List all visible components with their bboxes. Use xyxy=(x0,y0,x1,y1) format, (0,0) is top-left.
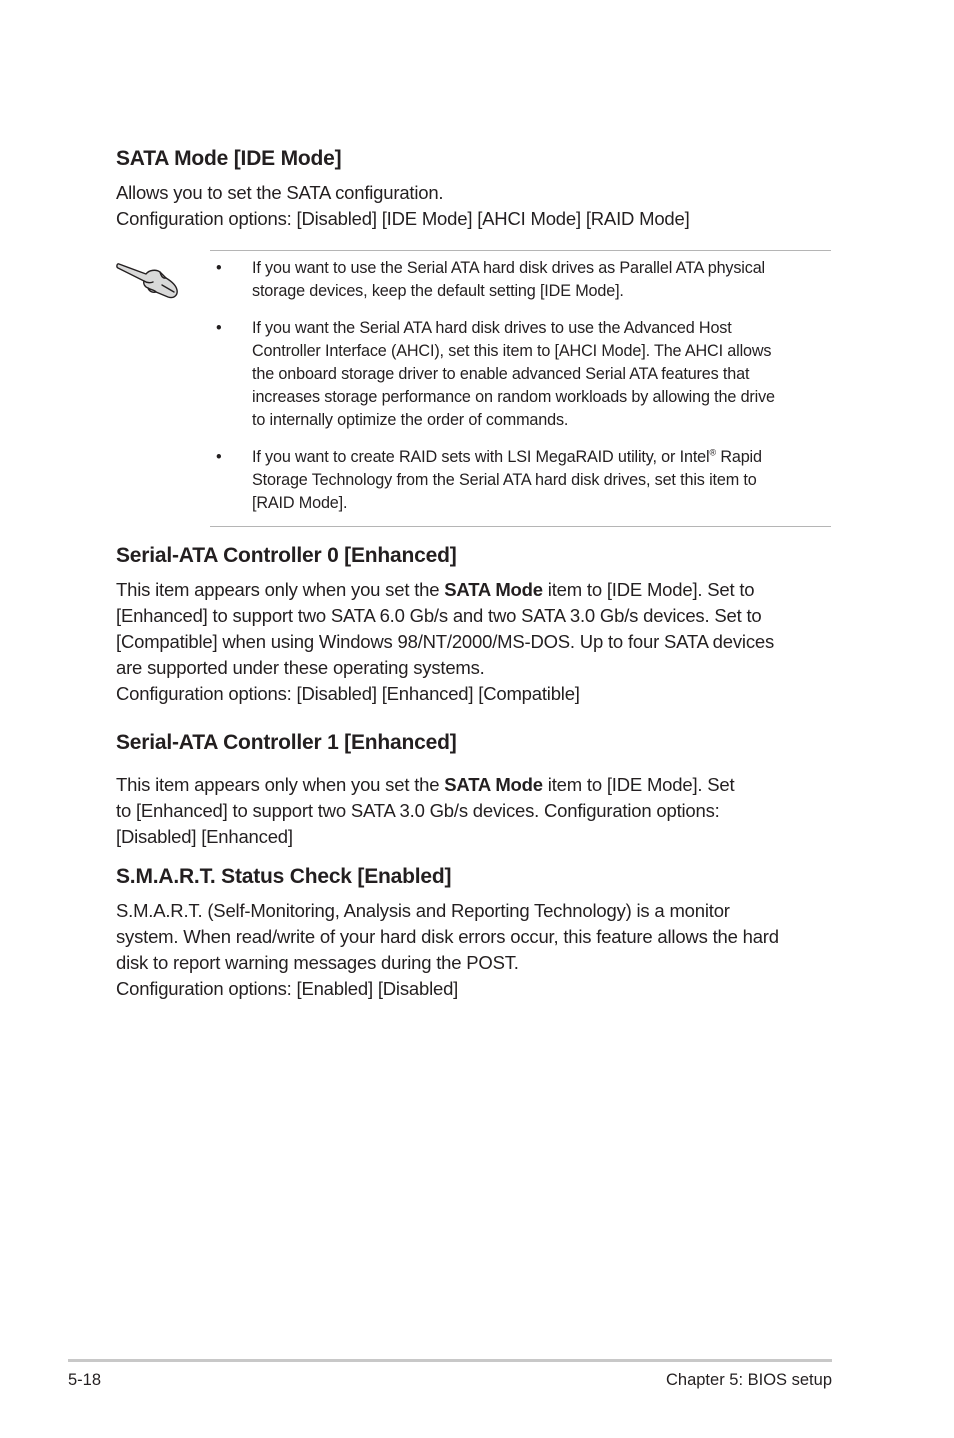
bullet-dot: • xyxy=(216,259,222,277)
text-run: This item appears only when you set the xyxy=(116,774,445,795)
text-run: This item appears only when you set the xyxy=(116,579,445,600)
bold-term: SATA Mode xyxy=(444,774,543,795)
note-callout xyxy=(0,250,832,526)
text-run: item to [IDE Mode]. Set to xyxy=(542,579,755,600)
registered-mark: ® xyxy=(709,447,716,458)
note-bullet-ahci xyxy=(210,317,831,432)
note-text: Storage Technology from the Serial ATA hard disk drives, set this item to xyxy=(252,471,757,489)
section-sata-mode xyxy=(116,146,832,232)
bold-term: SATA Mode xyxy=(444,579,543,600)
description-line xyxy=(116,772,832,798)
note-text: to internally optimize the order of commands. xyxy=(252,411,569,429)
config-options-line: [Disabled] [Enhanced] xyxy=(116,826,293,847)
description-line: [Enhanced] to support two SATA 6.0 Gb/s and two SATA 3.0 Gb/s devices. Set to xyxy=(116,605,762,626)
description-line: [Compatible] when using Windows 98/NT/2000/MS-DOS. Up to four SATA devices xyxy=(116,631,775,652)
page-content xyxy=(116,146,832,1002)
description-line xyxy=(116,577,832,603)
bullet-dot: • xyxy=(216,319,222,337)
footer-divider xyxy=(68,1359,832,1362)
description-line: Allows you to set the SATA configuration. xyxy=(116,182,444,203)
config-options-line: Configuration options: [Enabled] [Disabled] xyxy=(116,978,459,999)
note-text: Rapid xyxy=(715,448,762,466)
section-heading: Serial-ATA Controller 1 [Enhanced] xyxy=(116,731,457,754)
config-options-line: Configuration options: [Disabled] [Enhanced] [Compatible] xyxy=(116,683,580,704)
note-bullet-raid xyxy=(210,446,831,515)
section-smart-status xyxy=(116,864,832,1002)
text-run: item to [IDE Mode]. Set xyxy=(542,774,735,795)
note-text: [RAID Mode]. xyxy=(252,494,348,512)
description-line: are supported under these operating systems. xyxy=(116,657,485,678)
section-heading: Serial-ATA Controller 0 [Enhanced] xyxy=(116,544,457,567)
description-line: S.M.A.R.T. (Self-Monitoring, Analysis and Reporting Technology) is a monitor xyxy=(116,900,730,921)
description-line: system. When read/write of your hard disk errors occur, this feature allows the hard xyxy=(116,926,779,947)
note-text: the onboard storage driver to enable advanced Serial ATA features that xyxy=(252,365,750,383)
note-box xyxy=(210,250,831,527)
note-text: storage devices, keep the default setting [IDE Mode]. xyxy=(252,282,624,300)
note-text: increases storage performance on random workloads by allowing the drive xyxy=(252,388,775,406)
pointing-hand-icon xyxy=(116,252,182,300)
note-text: If you want the Serial ATA hard disk drives to use the Advanced Host xyxy=(252,319,732,337)
section-heading: S.M.A.R.T. Status Check [Enabled] xyxy=(116,865,452,888)
note-text: If you want to create RAID sets with LSI MegaRAID utility, or Intel xyxy=(252,448,710,466)
note-text: Controller Interface (AHCI), set this item to [AHCI Mode]. The AHCI allows xyxy=(252,342,772,360)
note-bullet-ide xyxy=(210,257,831,303)
section-sata-controller-0 xyxy=(116,543,832,707)
note-text: If you want to use the Serial ATA hard disk drives as Parallel ATA physical xyxy=(252,259,765,277)
description-line: to [Enhanced] to support two SATA 3.0 Gb/s devices. Configuration options: xyxy=(116,800,720,821)
section-heading: SATA Mode [IDE Mode] xyxy=(116,147,342,170)
chapter-title: Chapter 5: BIOS setup xyxy=(665,1371,832,1389)
page-number: 5-18 xyxy=(68,1371,102,1389)
bullet-dot: • xyxy=(216,448,222,466)
config-options-line: Configuration options: [Disabled] [IDE Mode] [AHCI Mode] [RAID Mode] xyxy=(116,208,690,229)
description-line: disk to report warning messages during the POST. xyxy=(116,952,519,973)
section-sata-controller-1 xyxy=(116,730,832,850)
